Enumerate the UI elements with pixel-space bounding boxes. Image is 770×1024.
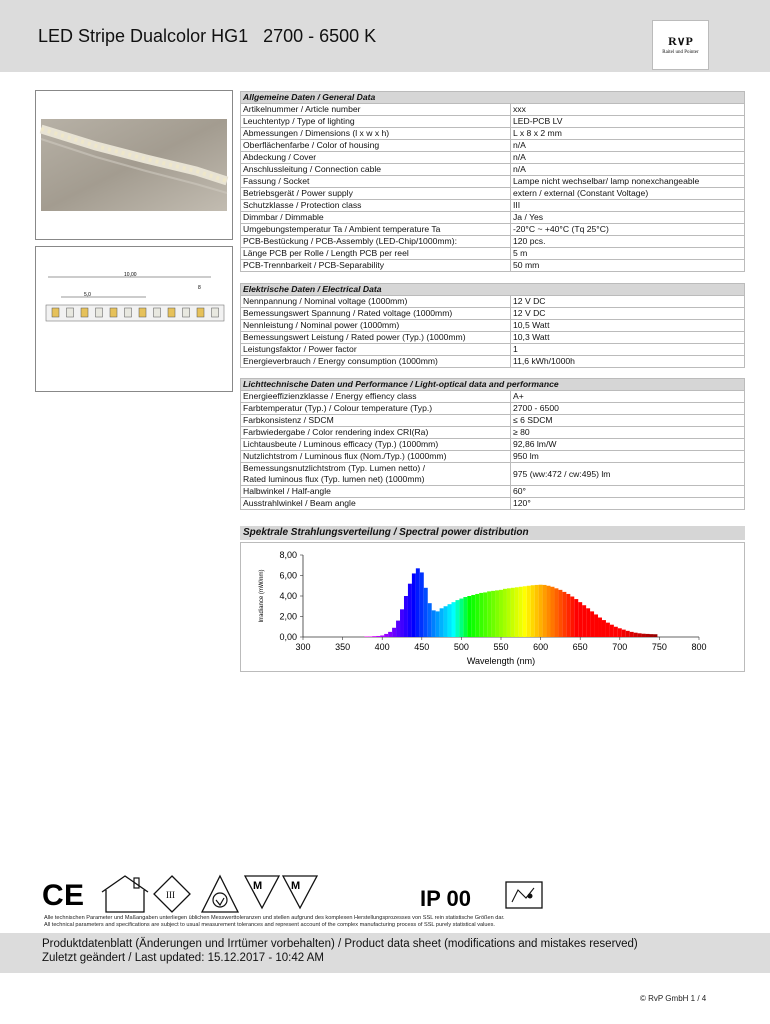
y-tick-label: 6,00 bbox=[279, 570, 297, 581]
table-row bbox=[241, 439, 745, 451]
row-label: Länge PCB per Rolle / Length PCB per reel bbox=[241, 248, 511, 260]
spectrum-bar bbox=[467, 596, 471, 637]
row-label: Halbwinkel / Half-angle bbox=[241, 486, 511, 498]
certification-marks bbox=[40, 872, 600, 917]
spectrum-bar bbox=[475, 594, 479, 637]
strip-drawing bbox=[36, 247, 232, 391]
table-row bbox=[241, 403, 745, 415]
table-row bbox=[241, 415, 745, 427]
table-row bbox=[241, 128, 745, 140]
spectrum-bar bbox=[459, 599, 463, 637]
luminaire-mount-icon bbox=[506, 882, 542, 908]
row-value: L x 8 x 2 mm bbox=[511, 128, 745, 140]
page-header bbox=[0, 0, 770, 72]
spectrum-bar bbox=[562, 592, 566, 637]
row-label: Energieeffizienzklasse / Energy effiency class bbox=[241, 391, 511, 403]
led-chip bbox=[67, 308, 74, 317]
spectrum-bar bbox=[412, 573, 416, 637]
spectrum-bar bbox=[558, 590, 562, 637]
row-value: 950 lm bbox=[511, 451, 745, 463]
row-value: III bbox=[511, 200, 745, 212]
spectrum-bar bbox=[511, 588, 515, 637]
disclaimer-en: All technical parameters and specifications are subject to usual measurement tolerances and represent account of the complex manufacturing process of SSL purely statistical values. bbox=[44, 922, 495, 928]
dim-seg-label: 5,0 bbox=[84, 292, 91, 298]
spectrum-bar bbox=[653, 634, 657, 637]
table-row bbox=[241, 164, 745, 176]
table-row bbox=[241, 498, 745, 510]
table-row bbox=[241, 248, 745, 260]
y-tick-label: 0,00 bbox=[279, 632, 297, 642]
table-row bbox=[241, 260, 745, 272]
row-label: Umgebungstemperatur Ta / Ambient temperature Ta bbox=[241, 224, 511, 236]
spectrum-bar bbox=[602, 620, 606, 637]
spectrum-bar bbox=[368, 636, 372, 637]
spectrum-bar bbox=[539, 585, 543, 637]
product-photo bbox=[35, 90, 233, 240]
spectrum-bar bbox=[424, 588, 428, 637]
spectrum-bar bbox=[566, 594, 570, 637]
spectrum-bar bbox=[499, 590, 503, 637]
table-row bbox=[241, 140, 745, 152]
spectrum-bar bbox=[396, 621, 400, 637]
row-label: Abmessungen / Dimensions (l x w x h) bbox=[241, 128, 511, 140]
spectrum-bar bbox=[455, 600, 459, 637]
spectrum-bar bbox=[487, 591, 491, 637]
section-title: Lichttechnische Daten und Performance / Light-optical data and performance bbox=[241, 379, 745, 391]
spectrum-bar bbox=[578, 602, 582, 637]
row-label: Ausstrahlwinkel / Beam angle bbox=[241, 498, 511, 510]
row-label: PCB-Bestückung / PCB-Assembly (LED-Chip/1000mm): bbox=[241, 236, 511, 248]
row-label: Farbtemperatur (Typ.) / Colour temperature (Typ.) bbox=[241, 403, 511, 415]
led-chip bbox=[139, 308, 146, 317]
spectrum-bar bbox=[543, 585, 547, 637]
spectrum-bar bbox=[519, 587, 523, 637]
table-row bbox=[241, 104, 745, 116]
spectrum-bar bbox=[551, 587, 555, 637]
row-label: Fassung / Socket bbox=[241, 176, 511, 188]
table-row bbox=[241, 320, 745, 332]
row-value: LED-PCB LV bbox=[511, 116, 745, 128]
row-value: 10,5 Watt bbox=[511, 320, 745, 332]
dim-total-label: 10,00 bbox=[124, 272, 137, 278]
spectrum-bar bbox=[380, 635, 384, 637]
row-label: Bemessungswert Spannung / Rated voltage (1000mm) bbox=[241, 308, 511, 320]
row-value: 12 V DC bbox=[511, 308, 745, 320]
indoor-use-icon bbox=[102, 876, 148, 912]
table-row bbox=[241, 344, 745, 356]
x-axis-label: Wavelength (nm) bbox=[466, 656, 536, 666]
x-tick-label: 350 bbox=[335, 642, 351, 652]
y-axis-label: Irradiance (mW/nm) bbox=[259, 569, 265, 623]
row-value: n/A bbox=[511, 152, 745, 164]
row-label: Dimmbar / Dimmable bbox=[241, 212, 511, 224]
spectrum-bar bbox=[440, 608, 444, 637]
svg-text:M: M bbox=[291, 880, 301, 892]
spectrum-bar bbox=[523, 586, 527, 637]
table-row bbox=[241, 236, 745, 248]
row-label-line: Rated luminous flux (Typ. lumen net) (1000mm) bbox=[243, 474, 425, 484]
led-strip-photo bbox=[36, 91, 232, 239]
spectrum-bar bbox=[364, 636, 368, 637]
table-row bbox=[241, 486, 745, 498]
spectrum-bar bbox=[491, 591, 495, 637]
table-row bbox=[241, 224, 745, 236]
table-row bbox=[241, 116, 745, 128]
row-value: 50 mm bbox=[511, 260, 745, 272]
lamp-safety-icon bbox=[202, 876, 238, 912]
row-label: Farbwiedergabe / Color rendering index CRI(Ra) bbox=[241, 427, 511, 439]
general-data-table bbox=[240, 91, 745, 272]
row-label: Betriebsgerät / Power supply bbox=[241, 188, 511, 200]
row-label: Artikelnummer / Article number bbox=[241, 104, 511, 116]
spectrum-bar bbox=[372, 636, 376, 637]
spectrum-bar bbox=[626, 631, 630, 637]
spectrum-bar bbox=[428, 603, 432, 637]
dimension-drawing bbox=[35, 246, 233, 392]
spectrum-bar bbox=[416, 568, 420, 637]
spectrum-bar bbox=[404, 596, 408, 637]
row-value: 12 V DC bbox=[511, 296, 745, 308]
optical-data-table bbox=[240, 378, 745, 510]
company-logo bbox=[652, 20, 709, 70]
optical-data-section bbox=[240, 378, 745, 510]
row-label bbox=[241, 463, 511, 486]
led-chip bbox=[212, 308, 219, 317]
x-tick-label: 650 bbox=[572, 642, 588, 652]
disclaimer bbox=[44, 915, 724, 929]
spectrum-title: Spektrale Strahlungsverteilung / Spectral power distribution bbox=[240, 526, 745, 540]
spectrum-bar bbox=[444, 606, 448, 637]
y-tick-label: 4,00 bbox=[279, 591, 297, 601]
table-row bbox=[241, 463, 745, 486]
row-value: Lampe nicht wechselbar/ lamp nonexchangeable bbox=[511, 176, 745, 188]
footer-line-1: Produktdatenblatt (Änderungen und Irrtümer vorbehalten) / Product data sheet (modifications and mistakes reserved) bbox=[42, 938, 638, 950]
svg-text:M: M bbox=[253, 880, 263, 892]
footer-line-2: Zuletzt geändert / Last updated: 15.12.2017 - 10:42 AM bbox=[42, 952, 324, 964]
spectrum-bar bbox=[376, 636, 380, 637]
mm-mark-icon bbox=[245, 876, 317, 908]
led-chip bbox=[168, 308, 175, 317]
row-value: 120 pcs. bbox=[511, 236, 745, 248]
spectrum-bar bbox=[384, 634, 388, 637]
table-row bbox=[241, 427, 745, 439]
table-row bbox=[241, 451, 745, 463]
spectrum-bar bbox=[598, 618, 602, 637]
led-chip bbox=[96, 308, 103, 317]
row-label: Nutzlichtstrom / Luminous flux (Nom./Typ.) (1000mm) bbox=[241, 451, 511, 463]
dim-side-label: 8 bbox=[198, 285, 201, 291]
general-data-section bbox=[240, 91, 745, 272]
spectrum-bar bbox=[622, 630, 626, 637]
spectrum-bar bbox=[606, 623, 610, 637]
row-value: 1 bbox=[511, 344, 745, 356]
table-row bbox=[241, 188, 745, 200]
led-chip bbox=[125, 308, 132, 317]
spectrum-bar bbox=[392, 628, 396, 637]
led-chip bbox=[154, 308, 161, 317]
table-row bbox=[241, 296, 745, 308]
x-tick-label: 700 bbox=[612, 642, 628, 652]
table-row bbox=[241, 152, 745, 164]
protection-class-label: III bbox=[166, 890, 175, 900]
row-value: ≥ 80 bbox=[511, 427, 745, 439]
x-tick-label: 450 bbox=[414, 642, 430, 652]
row-label-line: Bemessungsnutzlichtstrom (Typ. Lumen netto) / bbox=[243, 463, 425, 473]
disclaimer-de: Alle technischen Parameter und Maßangaben unterliegen üblichen Messwerttoleranzen und stellen aufgrund des komplexen Herstellungsprozesses von SSL rein statistische Größen dar. bbox=[44, 915, 505, 921]
spectrum-bar bbox=[638, 633, 642, 637]
ce-mark-icon bbox=[42, 879, 84, 912]
y-tick-label: 8,00 bbox=[279, 550, 297, 560]
spectrum-chart bbox=[241, 543, 744, 671]
spectrum-bar bbox=[400, 609, 404, 637]
x-tick-label: 400 bbox=[374, 642, 390, 652]
spectrum-bar bbox=[586, 608, 590, 637]
row-value: 2700 - 6500 bbox=[511, 403, 745, 415]
table-row bbox=[241, 391, 745, 403]
spectrum-bar bbox=[630, 632, 634, 637]
table-row bbox=[241, 332, 745, 344]
row-value: 10,3 Watt bbox=[511, 332, 745, 344]
row-value: 11,6 kWh/1000h bbox=[511, 356, 745, 368]
row-label: Nennpannung / Nominal voltage (1000mm) bbox=[241, 296, 511, 308]
x-tick-label: 500 bbox=[453, 642, 469, 652]
spectrum-bar bbox=[483, 592, 487, 637]
spectrum-bar bbox=[610, 625, 614, 637]
row-value: n/A bbox=[511, 140, 745, 152]
row-value: ≤ 6 SDCM bbox=[511, 415, 745, 427]
spectrum-bar bbox=[531, 585, 535, 637]
led-chip bbox=[197, 308, 204, 317]
row-value: 92,86 lm/W bbox=[511, 439, 745, 451]
electrical-data-section bbox=[240, 283, 745, 368]
spectrum-bar bbox=[594, 614, 598, 637]
row-value: n/A bbox=[511, 164, 745, 176]
x-tick-label: 300 bbox=[295, 642, 311, 652]
spectrum-bar bbox=[574, 599, 578, 637]
spectrum-bar bbox=[618, 628, 622, 637]
spectrum-chart-box bbox=[240, 542, 745, 672]
svg-text:E: E bbox=[64, 879, 85, 912]
protection-class-icon bbox=[154, 876, 190, 912]
spectrum-bar bbox=[388, 632, 392, 637]
x-tick-label: 750 bbox=[651, 642, 667, 652]
spectrum-bar bbox=[432, 610, 436, 637]
row-label: Leistungsfaktor / Power factor bbox=[241, 344, 511, 356]
row-value: -20°C ~ +40°C (Tq 25°C) bbox=[511, 224, 745, 236]
spectrum-bar bbox=[527, 586, 531, 637]
spectrum-bar bbox=[614, 627, 618, 637]
logo-text: R∨P bbox=[668, 34, 693, 48]
row-value: extern / external (Constant Voltage) bbox=[511, 188, 745, 200]
spectrum-bar bbox=[515, 587, 519, 637]
y-tick-label: 2,00 bbox=[279, 611, 297, 622]
row-label: Oberflächenfarbe / Color of housing bbox=[241, 140, 511, 152]
row-value: Ja / Yes bbox=[511, 212, 745, 224]
table-row bbox=[241, 212, 745, 224]
spectrum-bar bbox=[650, 634, 654, 637]
page-title: LED Stripe Dualcolor HG1 2700 - 6500 K bbox=[38, 26, 377, 46]
row-value: 5 m bbox=[511, 248, 745, 260]
led-chip bbox=[183, 308, 190, 317]
row-label: Anschlussleitung / Connection cable bbox=[241, 164, 511, 176]
svg-text:C: C bbox=[42, 879, 64, 912]
led-chip bbox=[110, 308, 117, 317]
table-row bbox=[241, 356, 745, 368]
spectrum-bar bbox=[554, 588, 558, 637]
spectrum-bar bbox=[590, 611, 594, 637]
row-label: Energieverbrauch / Energy consumption (1000mm) bbox=[241, 356, 511, 368]
table-header-row bbox=[241, 92, 745, 104]
spectrum-bar bbox=[535, 585, 539, 637]
x-tick-label: 600 bbox=[533, 642, 549, 652]
spectrum-bar bbox=[646, 634, 650, 637]
spectrum-bar bbox=[463, 597, 467, 637]
spectrum-bar bbox=[408, 584, 412, 637]
spectrum-bar bbox=[495, 590, 499, 637]
spectrum-bar bbox=[570, 597, 574, 637]
row-label: Nennleistung / Nominal power (1000mm) bbox=[241, 320, 511, 332]
spectrum-bar bbox=[507, 588, 511, 637]
spectrum-bar bbox=[547, 586, 551, 637]
row-label: Farbkonsistenz / SDCM bbox=[241, 415, 511, 427]
row-value: 975 (ww:472 / cw:495) lm bbox=[511, 463, 745, 486]
led-chip bbox=[81, 308, 88, 317]
spectrum-bar bbox=[420, 572, 424, 637]
row-value: 60° bbox=[511, 486, 745, 498]
page-number: © RvP GmbH 1 / 4 bbox=[640, 994, 707, 1003]
electrical-data-table bbox=[240, 283, 745, 368]
row-value: xxx bbox=[511, 104, 745, 116]
spectrum-bar bbox=[503, 589, 507, 637]
spectrum-bar bbox=[634, 633, 638, 637]
row-label: Bemessungswert Leistung / Rated power (Typ.) (1000mm) bbox=[241, 332, 511, 344]
table-row bbox=[241, 308, 745, 320]
table-row bbox=[241, 200, 745, 212]
row-label: Schutzklasse / Protection class bbox=[241, 200, 511, 212]
spectrum-bar bbox=[642, 634, 646, 637]
x-tick-label: 550 bbox=[493, 642, 509, 652]
led-chip bbox=[52, 308, 59, 317]
logo-subtext: Raitel und Pointer bbox=[662, 50, 699, 55]
row-label: Leuchtentyp / Type of lighting bbox=[241, 116, 511, 128]
row-value: 120° bbox=[511, 498, 745, 510]
spectrum-bar bbox=[479, 593, 483, 637]
row-value: A+ bbox=[511, 391, 745, 403]
spectrum-bar bbox=[436, 611, 440, 637]
spectrum-bar bbox=[448, 604, 452, 637]
marks-row bbox=[40, 872, 600, 917]
table-header-row bbox=[241, 284, 745, 296]
row-label: Lichtausbeute / Luminous efficacy (Typ.) (1000mm) bbox=[241, 439, 511, 451]
ip-rating: IP 00 bbox=[420, 886, 471, 911]
row-label: Abdeckung / Cover bbox=[241, 152, 511, 164]
table-row bbox=[241, 176, 745, 188]
section-title: Allgemeine Daten / General Data bbox=[241, 92, 745, 104]
row-label: PCB-Trennbarkeit / PCB-Separability bbox=[241, 260, 511, 272]
table-header-row bbox=[241, 379, 745, 391]
spectrum-bar bbox=[471, 595, 475, 637]
spectrum-bar bbox=[452, 602, 456, 637]
spectrum-bar bbox=[582, 605, 586, 637]
x-tick-label: 800 bbox=[691, 642, 707, 652]
section-title: Elektrische Daten / Electrical Data bbox=[241, 284, 745, 296]
